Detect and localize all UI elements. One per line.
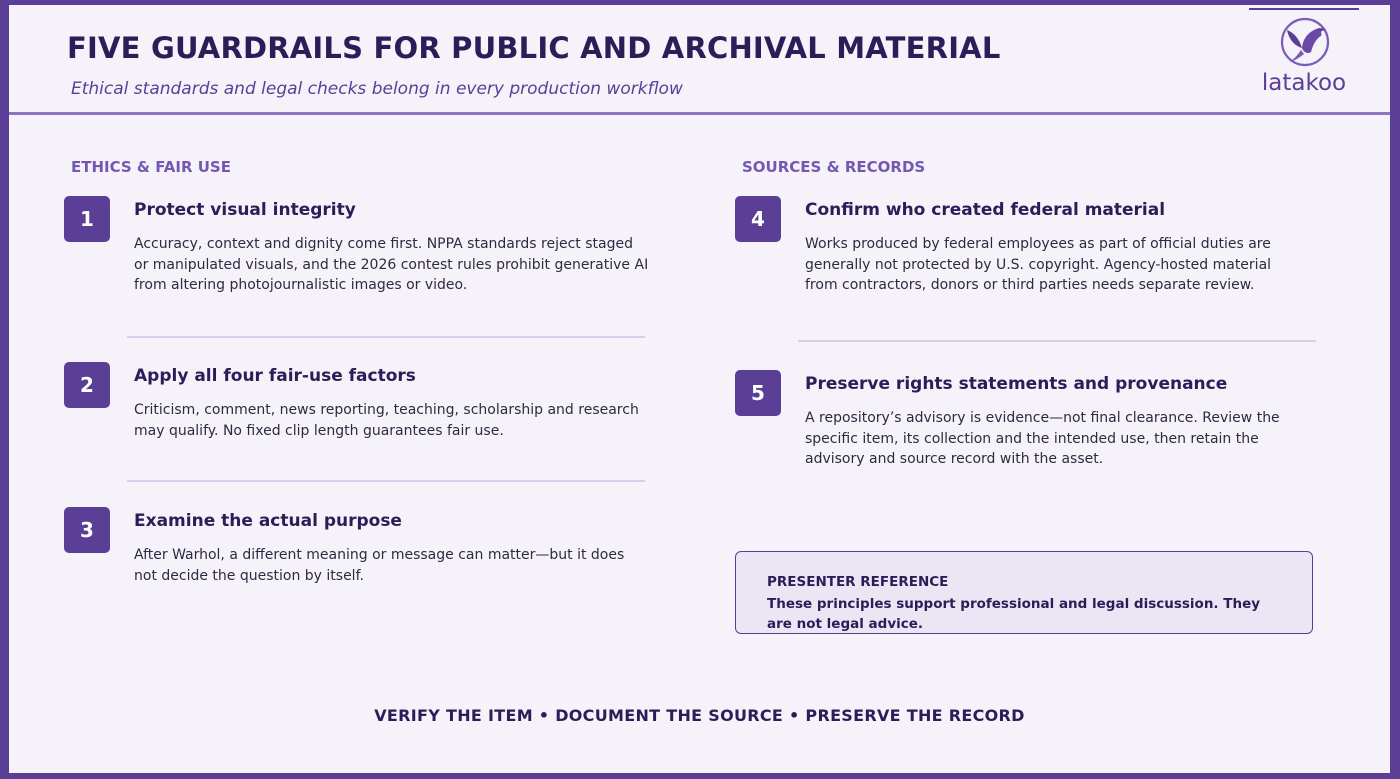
item-1-number-badge: 1	[64, 196, 110, 242]
presenter-reference-box	[735, 551, 1313, 634]
item-3-title: Examine the actual purpose	[134, 511, 402, 531]
presenter-reference-text: These principles support professional and legal discussion. They are not legal advice.	[767, 596, 1261, 632]
item-4-number-badge: 4	[735, 196, 781, 242]
item-divider	[127, 480, 645, 482]
item-3-number-badge: 3	[64, 507, 110, 553]
slide	[9, 5, 1390, 773]
item-1-title: Protect visual integrity	[134, 200, 356, 220]
logo	[1249, 8, 1359, 108]
item-2-number-badge: 2	[64, 362, 110, 408]
item-5-number-badge: 5	[735, 370, 781, 416]
slide-subtitle: Ethical standards and legal checks belong in every production workflow	[71, 79, 683, 99]
sources-records-heading: SOURCES & RECORDS	[742, 158, 926, 176]
header-divider	[9, 112, 1390, 115]
presenter-reference-label: PRESENTER REFERENCE	[767, 574, 949, 590]
item-5-title: Preserve rights statements and provenance	[805, 374, 1228, 394]
item-3-body: After Warhol, a different meaning or message can matter—but it does not decide the question by itself.	[134, 547, 625, 584]
item-4-body: Works produced by federal employees as part of official duties are generally not protected by U.S. copyright. Agency-hosted material from contractors, donors or third parties needs separate review.	[805, 236, 1272, 293]
item-4-title: Confirm who created federal material	[805, 200, 1166, 220]
item-divider	[798, 340, 1316, 342]
ethics-fair-use-heading: ETHICS & FAIR USE	[71, 158, 231, 176]
item-1-body: Accuracy, context and dignity come first. NPPA standards reject staged or manipulated visuals, and the 2026 contest rules prohibit generative AI from altering photojournalistic images or video.	[134, 236, 649, 293]
item-2-title: Apply all four fair-use factors	[134, 366, 416, 386]
item-5-body: A repository’s advisory is evidence—not final clearance. Review the specific item, its collection and the intended use, then retain the advisory and source record with the asset.	[805, 410, 1280, 467]
footer-tagline: VERIFY THE ITEM • DOCUMENT THE SOURCE • PRESERVE THE RECORD	[374, 706, 1025, 725]
item-2-body: Criticism, comment, news reporting, teaching, scholarship and research may qualify. No fixed clip length guarantees fair use.	[134, 402, 639, 439]
slide-title: FIVE GUARDRAILS FOR PUBLIC AND ARCHIVAL MATERIAL	[67, 31, 1001, 65]
bird-logo-icon	[1277, 16, 1333, 68]
item-divider	[127, 336, 645, 338]
logo-text: latakoo	[1261, 70, 1347, 96]
